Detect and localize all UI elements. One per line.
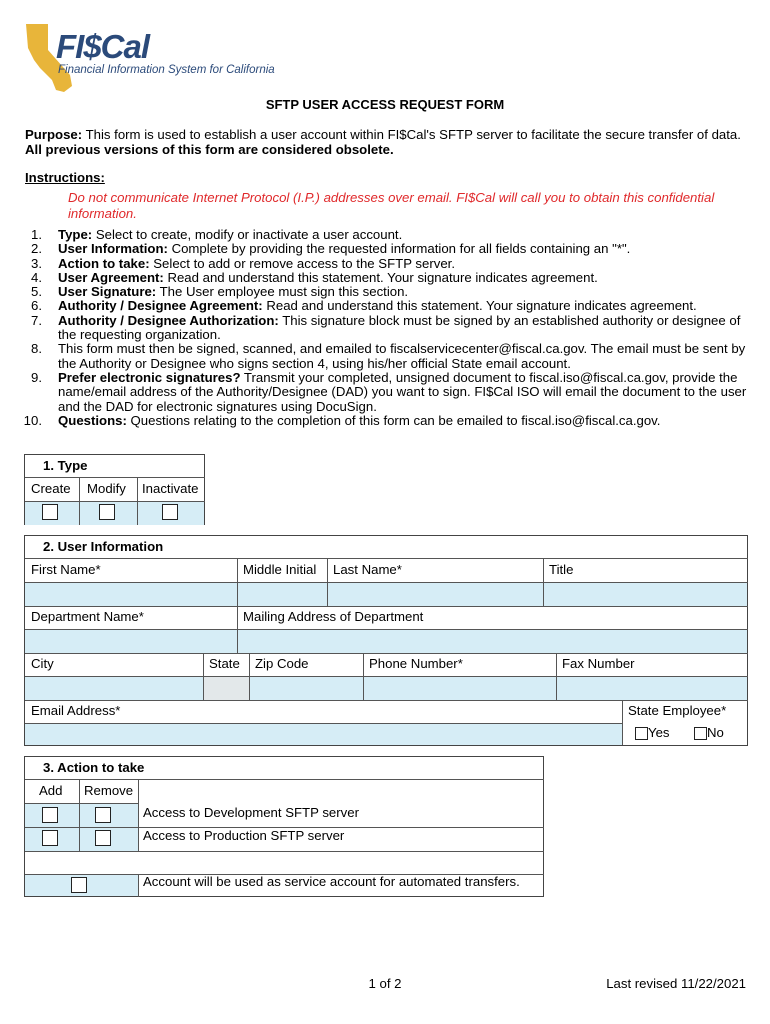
email-address-field[interactable] [25, 724, 622, 745]
fax-number-label: Fax Number [562, 656, 635, 671]
fiscal-logo [22, 20, 275, 100]
first-name-label: First Name* [31, 562, 101, 577]
remove-column-label: Remove [84, 783, 134, 798]
instructions-heading: Instructions: [25, 170, 105, 185]
first-name-field[interactable] [25, 583, 237, 606]
purpose-paragraph [25, 127, 755, 157]
last-name-label: Last Name* [333, 562, 402, 577]
department-name-label: Department Name* [31, 609, 144, 624]
title-field[interactable] [544, 583, 747, 606]
instructions-list [18, 228, 753, 428]
add-column-label: Add [39, 783, 63, 798]
list-item: 10. Questions: Questions relating to the completion of this form can be emailed to fiscal.iso@fiscal.ca.gov. [23, 412, 661, 428]
fax-number-field[interactable] [557, 677, 747, 700]
purpose-obsolete-note: All previous versions of this form are considered obsolete. [25, 142, 394, 157]
type-inactivate-label: Inactivate [142, 481, 199, 496]
state-field[interactable] [204, 677, 249, 700]
section-1-title: 1. Type [43, 458, 88, 473]
page-number: 1 of 2 [368, 976, 402, 991]
purpose-label: Purpose: [25, 127, 83, 142]
zip-code-label: Zip Code [255, 656, 309, 671]
type-modify-checkbox[interactable] [99, 504, 115, 520]
email-address-label: Email Address* [31, 703, 121, 718]
type-create-checkbox[interactable] [42, 504, 58, 520]
phone-number-label: Phone Number* [369, 656, 463, 671]
section-3-title: 3. Action to take [43, 760, 145, 775]
list-item: 8. This form must then be signed, scanned, and emailed to fiscalservicecenter@fiscal.ca.gov. The email must be sent by the Authority or Designee who signs section 4, using his/her official State email account. [31, 341, 746, 371]
list-item: 5. User Signature: The User employee must sign this section. [31, 284, 409, 300]
list-item: 3. Action to take: Select to add or remove access to the SFTP server. [31, 255, 455, 271]
type-section [24, 454, 205, 525]
title-label: Title [549, 562, 574, 577]
mailing-address-field[interactable] [238, 630, 747, 653]
phone-number-field[interactable] [364, 677, 556, 700]
logo-subtitle: Financial Information System for California [58, 64, 275, 76]
city-label: City [31, 656, 54, 671]
last-revised: Last revised 11/22/2021 [606, 976, 746, 991]
middle-initial-label: Middle Initial [243, 562, 317, 577]
type-create-label: Create [31, 481, 71, 496]
action-section [24, 756, 544, 897]
user-information-section [24, 535, 748, 746]
add-prod-checkbox[interactable] [42, 830, 58, 846]
list-item: 6. Authority / Designee Agreement: Read and understand this statement. Your signature indicates agreement. [31, 298, 697, 314]
mailing-address-label: Mailing Address of Department [243, 609, 424, 624]
last-name-field[interactable] [328, 583, 543, 606]
list-item: 1. Type: Select to create, modify or inactivate a user account. [31, 227, 403, 242]
state-employee-no-label: No [707, 725, 724, 740]
type-modify-label: Modify [87, 481, 126, 496]
remove-dev-checkbox[interactable] [95, 807, 111, 823]
state-label: State [209, 656, 240, 671]
state-employee-yes-label: Yes [648, 725, 670, 740]
city-field[interactable] [25, 677, 203, 700]
list-item: 4. User Agreement: Read and understand this statement. Your signature indicates agreement. [31, 269, 598, 285]
state-employee-label: State Employee* [628, 703, 727, 718]
remove-prod-checkbox[interactable] [95, 830, 111, 846]
middle-initial-field[interactable] [238, 583, 327, 606]
list-item: 7. Authority / Designee Authorization: This signature block must be signed by an established authority or designee of the requesting organization. [31, 312, 741, 343]
form-title: SFTP USER ACCESS REQUEST FORM [265, 97, 505, 112]
prod-access-label: Access to Production SFTP server [143, 828, 345, 843]
add-dev-checkbox[interactable] [42, 807, 58, 823]
type-inactivate-checkbox[interactable] [162, 504, 178, 520]
purpose-text: This form is used to establish a user account within FI$Cal's SFTP server to facilitate the secure transfer of data. [82, 127, 741, 142]
logo-title: FI$Cal [56, 28, 150, 65]
service-account-label: Account will be used as service account for automated transfers. [143, 874, 520, 889]
list-item: 9. Prefer electronic signatures? Transmit your completed, unsigned document to fiscal.iso@fiscal.ca.gov, provide the name/email address of the Authority/Designee (DAD) you want to sign. FI$Cal ISO will email the document to the user and the DAD for electronic signatures using DocuSign. [31, 369, 747, 414]
department-name-field[interactable] [25, 630, 237, 653]
zip-code-field[interactable] [250, 677, 363, 700]
ip-warning: Do not communicate Internet Protocol (I.P.) addresses over email. FI$Cal will call you to obtain this confidential information. [68, 190, 715, 221]
service-account-checkbox[interactable] [71, 877, 87, 893]
dev-access-label: Access to Development SFTP server [143, 805, 359, 820]
list-item: 2. User Information: Complete by providing the requested information for all fields containing an "*". [31, 241, 631, 257]
section-2-title: 2. User Information [43, 539, 164, 554]
